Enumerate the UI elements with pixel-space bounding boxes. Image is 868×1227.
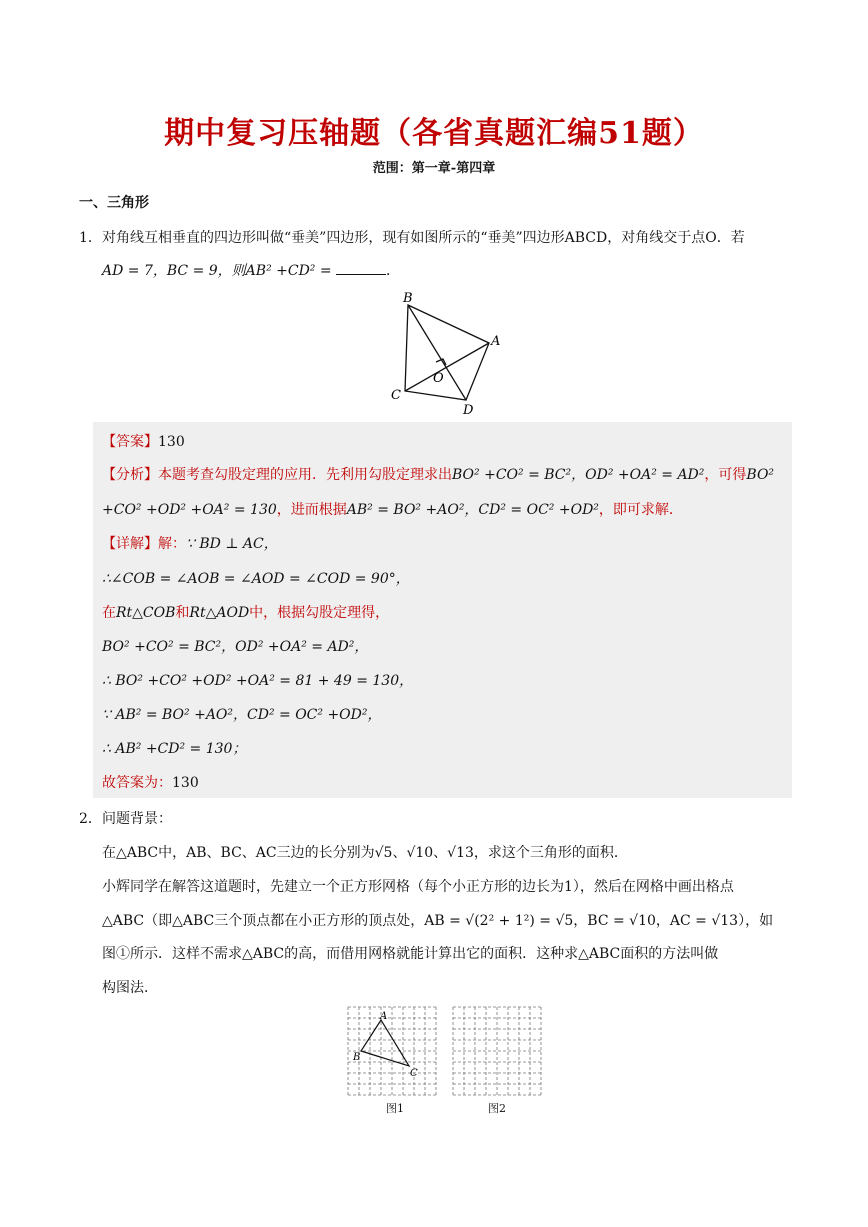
q1-line2-math: AD = 7，BC = 9，则AB² +CD² = — [102, 263, 332, 279]
analysis-line2 — [102, 499, 683, 519]
q1-line2 — [102, 260, 400, 280]
step3-math-a: Rt△COB — [116, 605, 176, 621]
analysis-text2: ，进而根据 — [276, 502, 347, 518]
grid-label-a: A — [380, 1011, 388, 1022]
step-2: ∴∠COB = ∠AOB = ∠AOD = ∠COD = 90°， — [102, 571, 410, 587]
label-c: C — [391, 388, 401, 403]
step3-text-c: 中，根据勾股定理得， — [249, 605, 390, 621]
answer-value: 130 — [158, 434, 185, 450]
analysis-tag: 【分析】 — [102, 467, 158, 483]
detail-line — [102, 533, 278, 553]
analysis-text1: 本题考查勾股定理的应用．先利用勾股定理求出 — [158, 467, 452, 483]
answer-tag: 【答案】 — [102, 434, 158, 450]
label-b: B — [403, 291, 413, 306]
q2-heading: 问题背景： — [102, 811, 172, 827]
fig2-caption: 图2 — [488, 1102, 506, 1115]
step3-text-b: 和 — [175, 605, 190, 621]
final-answer-line — [102, 772, 199, 792]
q2-paragraph-1: 在△ABC中，AB、BC、AC三边的长分别为√5、√10、√13，求这个三角形的面积． — [102, 845, 628, 861]
q1-line1: 对角线互相垂直的四边形叫做“垂美”四边形，现有如图所示的“垂美”四边形ABCD，对角线交于点O．若 — [102, 230, 745, 246]
answer-blank — [336, 262, 386, 275]
q2-paragraph-3: △ABC（即△ABC三个顶点都在小正方形的顶点处，AB = √(2² + 1²) = √5，BC = √10，AC = √13），如 — [102, 913, 774, 929]
document-subtitle: 范围：第一章-第四章 — [372, 161, 496, 176]
q1-quadrilateral-figure — [385, 287, 510, 419]
q1-number: 1． — [79, 230, 102, 246]
q1-line2-end: ． — [386, 263, 401, 279]
q2-paragraph-4: 图①所示．这样不需求△ABC的高，而借用网格就能计算出它的面积．这种求△ABC面积的方法叫做 — [102, 946, 719, 962]
step-3 — [102, 602, 389, 622]
step-5: ∴ BO² +CO² +OD² +OA² = 81 + 49 = 130， — [102, 673, 414, 689]
label-a: A — [491, 334, 501, 349]
detail-intro: 解： — [158, 536, 186, 552]
fig1-caption: 图1 — [386, 1102, 404, 1115]
analysis-line1 — [102, 464, 774, 484]
analysis-math1: BO² +CO² = BC²，OD² +OA² = AD² — [452, 467, 705, 483]
q2-paragraph-5: 构图法． — [102, 980, 158, 996]
grid-figure-2 — [451, 1005, 545, 1101]
final-value: 130 — [172, 775, 199, 791]
detail-math1: ∵ BD ⊥ AC， — [186, 536, 278, 552]
final-tag: 故答案为： — [102, 775, 172, 791]
section-heading: 一、三角形 — [79, 195, 149, 211]
step-7: ∴ AB² +CD² = 130； — [102, 741, 247, 757]
step3-text-a: 在 — [102, 605, 116, 621]
analysis-math2b: AB² = BO² +AO²，CD² = OC² +OD² — [346, 502, 599, 518]
grid-figure-1 — [346, 1005, 440, 1101]
step-6: ∵ AB² = BO² +AO²，CD² = OC² +OD²， — [102, 707, 382, 723]
q2-number: 2． — [79, 811, 102, 827]
analysis-text2c: ，即可求解． — [598, 502, 683, 518]
step3-math-b: Rt△AOD — [189, 605, 250, 621]
label-d: D — [463, 403, 474, 418]
answer-line — [102, 431, 185, 451]
analysis-math2: +CO² +OD² +OA² = 130 — [102, 502, 277, 518]
step-4: BO² +CO² = BC²，OD² +OA² = AD²， — [102, 639, 369, 655]
grid-label-c: C — [410, 1068, 418, 1079]
grid-label-b: B — [353, 1052, 361, 1063]
q2-paragraph-2: 小辉同学在解答这道题时，先建立一个正方形网格（每个小正方形的边长为1），然后在网格中画出格点 — [102, 879, 734, 895]
analysis-math1b: BO² — [746, 467, 775, 483]
document-title: 期中复习压轴题（各省真题汇编51题） — [164, 116, 704, 151]
quad-outline — [405, 305, 489, 400]
triangle-abc — [361, 1020, 409, 1066]
detail-tag: 【详解】 — [102, 536, 158, 552]
label-o: O — [433, 371, 444, 386]
diagonal-ac — [405, 343, 489, 391]
analysis-text1b: ，可得 — [704, 467, 747, 483]
